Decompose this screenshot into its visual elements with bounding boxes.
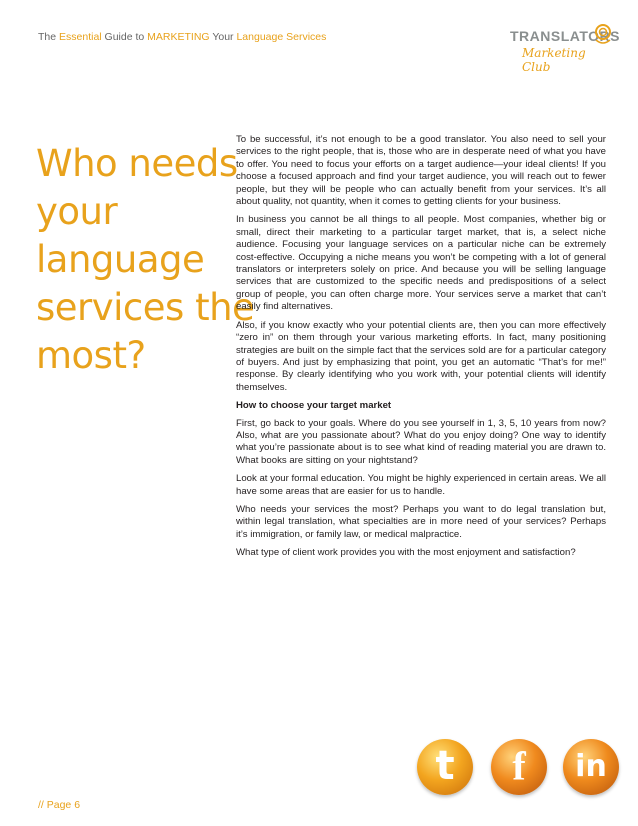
logo-brand-text: TRANSLATORS bbox=[510, 28, 620, 44]
twitter-icon[interactable] bbox=[417, 739, 473, 795]
headline-line: your bbox=[36, 190, 118, 233]
body-paragraph: In business you cannot be all things to all people. Most companies, whether big or small, direct their marketing to a particular target market, that is, a select niche audience. Focusing your language services on a particular niche can be extremely cost-effective. Occupying a niche means you won’t be competing with a lot of general translators or interpreters solely on price. And because you will be selling language services that are customized to the specific needs and predispositions of a select group of people, you can often charge more. Your services serve a market that can’t easily find alternatives. bbox=[236, 214, 606, 313]
header-word-guide: Guide to bbox=[104, 31, 145, 43]
linkedin-glyph: in bbox=[575, 748, 607, 784]
body-paragraph: Look at your formal education. You might be highly experienced in certain areas. We all have some areas that are easier for us to handle. bbox=[236, 473, 606, 497]
body-paragraph: First, go back to your goals. Where do you see yourself in 1, 3, 5, 10 years from now? Also, what are you passionate about? What do you enjoy doing? One way to identify what you’re passionate about is to see what kind of reading material you are drawn to. What books are sitting on your nightstand? bbox=[236, 417, 606, 466]
translators-marketing-club-logo bbox=[500, 22, 620, 74]
logo-swirl-icon bbox=[592, 22, 614, 48]
header-word-essential: Essential bbox=[59, 31, 102, 43]
body-subheading: How to choose your target market bbox=[236, 400, 392, 412]
header-word-your: Your bbox=[212, 31, 234, 43]
body-paragraph: Also, if you know exactly who your potential clients are, then you can more effectively “zero in” on them through your various marketing efforts. In fact, many positioning strategies are built on the simple fact that the services sold are for a particular category of buyers. And just by emphasizing that point, you get an automatic “That’s for me!” response. By clearly identifying who you work with, your potential clients will identify themselves. bbox=[236, 319, 606, 393]
page-number: // Page 6 bbox=[38, 799, 81, 811]
facebook-glyph: f bbox=[512, 743, 526, 789]
header-word-the: The bbox=[38, 31, 57, 43]
headline-line: most? bbox=[36, 334, 146, 377]
headline-line: services the bbox=[36, 286, 255, 329]
headline-line: Who needs bbox=[36, 142, 238, 185]
facebook-icon[interactable] bbox=[491, 739, 547, 795]
body-paragraph: Who needs your services the most? Perhaps you want to do legal translation but, within legal translation, what specialties are in more need of your services? Perhaps it’s immigration, or family law, or medical malpractice. bbox=[236, 503, 606, 540]
headline-line: language bbox=[36, 238, 205, 281]
article-body bbox=[236, 134, 606, 566]
body-paragraph: What type of client work provides you with the most enjoyment and satisfaction? bbox=[236, 547, 576, 559]
twitter-glyph: t bbox=[435, 743, 455, 790]
linkedin-icon[interactable] bbox=[563, 739, 619, 795]
body-paragraph: To be successful, it’s not enough to be a good translator. You also need to sell your services to the right people, that is, those who are in desperate need of what you have to offer. You need to focus your efforts on a target audience—your ideal clients! If you choose a focused approach and find your target audience, you will reach out to fewer people, but they will be people who can actually benefit from your services. It’s all about quality, not quantity, when it comes to getting clients for your business. bbox=[236, 134, 606, 208]
logo-tagline-text: Marketing Club bbox=[522, 46, 586, 74]
header-word-language-services: Language Services bbox=[236, 31, 327, 43]
header-word-marketing: MARKETING bbox=[147, 31, 210, 43]
running-header bbox=[38, 31, 326, 43]
section-headline bbox=[36, 140, 255, 380]
